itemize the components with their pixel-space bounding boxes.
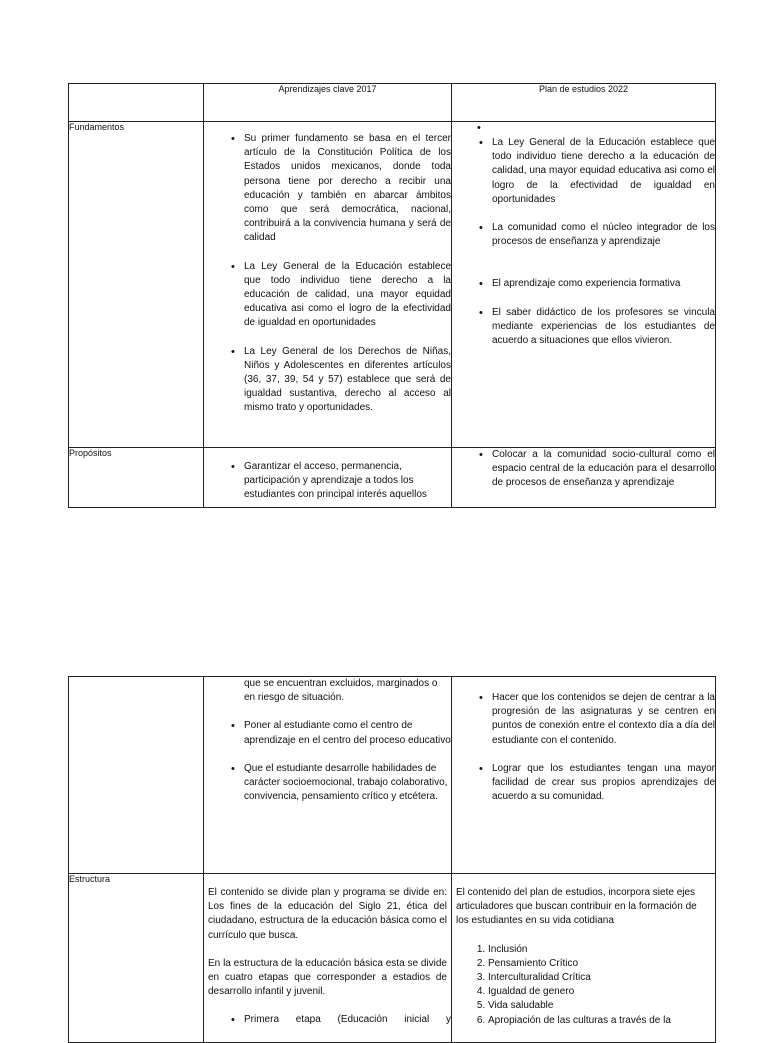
list-item: 6. Apropiación de las culturas a través de la: [488, 1014, 715, 1028]
estructura-paragraph-1: El contenido se divide plan y programa se divide en: Los fines de la educación del Siglo 21, ética del ciudadano, estructura de la educación básica como el currículo que busca.: [208, 887, 447, 941]
continuation-text: que se encuentran excluidos, marginados o en riesgo de situación.: [244, 678, 438, 704]
fundamentos-plan-cell: [452, 122, 716, 448]
fundamentos-plan-list: [452, 136, 715, 348]
estructura-paragraph-2: En la estructura de la educación básica esta se divide en cuatro etapas que corresponder a estadios de desarrollo infantil y juvenil.: [208, 957, 447, 998]
propositos-plan-list: [452, 448, 715, 491]
propositos-cont-aprendizajes-cell: [204, 677, 452, 874]
estructura-plan-paragraph: El contenido del plan de estudios, incorpora siete ejes articuladores que buscan contribuir en la formación de los estudiantes en su vida cotidiana: [456, 887, 697, 927]
list-item: • Primera etapa (Educación inicial y: [244, 1013, 451, 1027]
propositos-cont-plan-cell: [452, 677, 716, 874]
fundamentos-aprendizajes-list: [204, 122, 451, 416]
row-label-estructura: Estructura: [69, 874, 204, 1043]
estructura-etapas-list: [204, 1013, 451, 1027]
list-item: • El aprendizaje como experiencia formativa: [492, 277, 715, 291]
header-aprendizajes-clave: Aprendizajes clave 2017: [204, 84, 452, 122]
propositos-cont-aprendizajes-list: [204, 719, 451, 804]
list-item: • La Ley General de la Educación establece que todo individuo tiene derecho a la educación de calidad, una mayor equidad educativa asi como el logro de la efectividad de igualdad en oportunidades: [492, 136, 715, 207]
estructura-aprendizajes-cell: [204, 874, 452, 1043]
list-item: • El saber didáctico de los profesores se vincula mediante experiencias de los estudiantes de acuerdo a situaciones que ellos vivieron.: [492, 306, 715, 349]
propositos-continued-row: [69, 677, 716, 874]
fundamentos-row: [69, 122, 716, 448]
list-item: • Garantizar el acceso, permanencia, participación y aprendizaje a todos los estudiantes con principal interés aquellos: [244, 460, 451, 503]
list-item: • Que el estudiante desarrolle habilidades de carácter socioemocional, trabajo colaborativo, convivencia, pensamiento crítico y etcétera.: [244, 762, 451, 805]
header-plan-de-estudios: Plan de estudios 2022: [452, 84, 716, 122]
list-item: 1. Inclusión: [488, 943, 715, 957]
list-item: • La Ley General de la Educación establece que todo individuo tiene derecho a la educación de calidad, una mayor equidad educativa asi como el logro de la efectividad de igualdad en oportunidades: [244, 260, 451, 331]
propositos-row: [69, 448, 716, 508]
fundamentos-aprendizajes-cell: [204, 122, 452, 448]
list-item: • Colocar a la comunidad socio-cultural como el espacio central de la educación para el desarrollo de procesos de enseñanza y aprendizaje: [492, 448, 715, 491]
header-row: [69, 84, 716, 122]
list-item: • Poner al estudiante como el centro de aprendizaje en el centro del proceso educativo: [244, 719, 451, 747]
list-item: • Hacer que los contenidos se dejen de centrar a la progresión de las asignaturas y se centren en puntos de conexión entre el contexto día a día del estudiante con el contenido.: [492, 691, 715, 748]
comparison-table-page2: [68, 676, 716, 1043]
list-item: 5. Vida saludable: [488, 999, 715, 1013]
list-item: 2. Pensamiento Crítico: [488, 957, 715, 971]
list-item: 3. Interculturalidad Crítica: [488, 971, 715, 985]
header-empty-cell: [69, 84, 204, 122]
propositos-aprendizajes-cell: [204, 448, 452, 508]
list-item: 4. Igualdad de genero: [488, 985, 715, 999]
estructura-plan-cell: [452, 874, 716, 1043]
ejes-articuladores-list: [452, 943, 715, 1028]
list-item: • Lograr que los estudiantes tengan una mayor facilidad de crear sus propios aprendizajes de acuerdo a su comunidad.: [492, 762, 715, 805]
propositos-plan-cell: [452, 448, 716, 508]
row-label-propositos: Propósitos: [69, 448, 204, 508]
row-label-fundamentos: Fundamentos: [69, 122, 204, 448]
list-item: • La Ley General de los Derechos de Niñas, Niños y Adolescentes en diferentes artículos (36, 37, 39, 54 y 57) establece que será de igualdad sustantiva, derecho al acceso al mismo trato y oportunidades.: [244, 345, 451, 416]
row-label-empty: [69, 677, 204, 874]
list-item: • La comunidad como el núcleo integrador de los procesos de enseñanza y aprendizaje: [492, 221, 715, 249]
propositos-cont-plan-list: [452, 677, 715, 804]
propositos-aprendizajes-list: [204, 448, 451, 503]
comparison-table-page1: [68, 83, 716, 508]
estructura-row: [69, 874, 716, 1043]
list-item: • Su primer fundamento se basa en el tercer artículo de la Constitución Política de los Estados unidos mexicanos, donde toda persona tiene por derecho a recibir una educación y también en abarcar ámbitos como que será democrática, nacional, contribuirá a la convivencia humana y será de calidad: [244, 132, 451, 246]
empty-bullet: •: [477, 122, 481, 134]
